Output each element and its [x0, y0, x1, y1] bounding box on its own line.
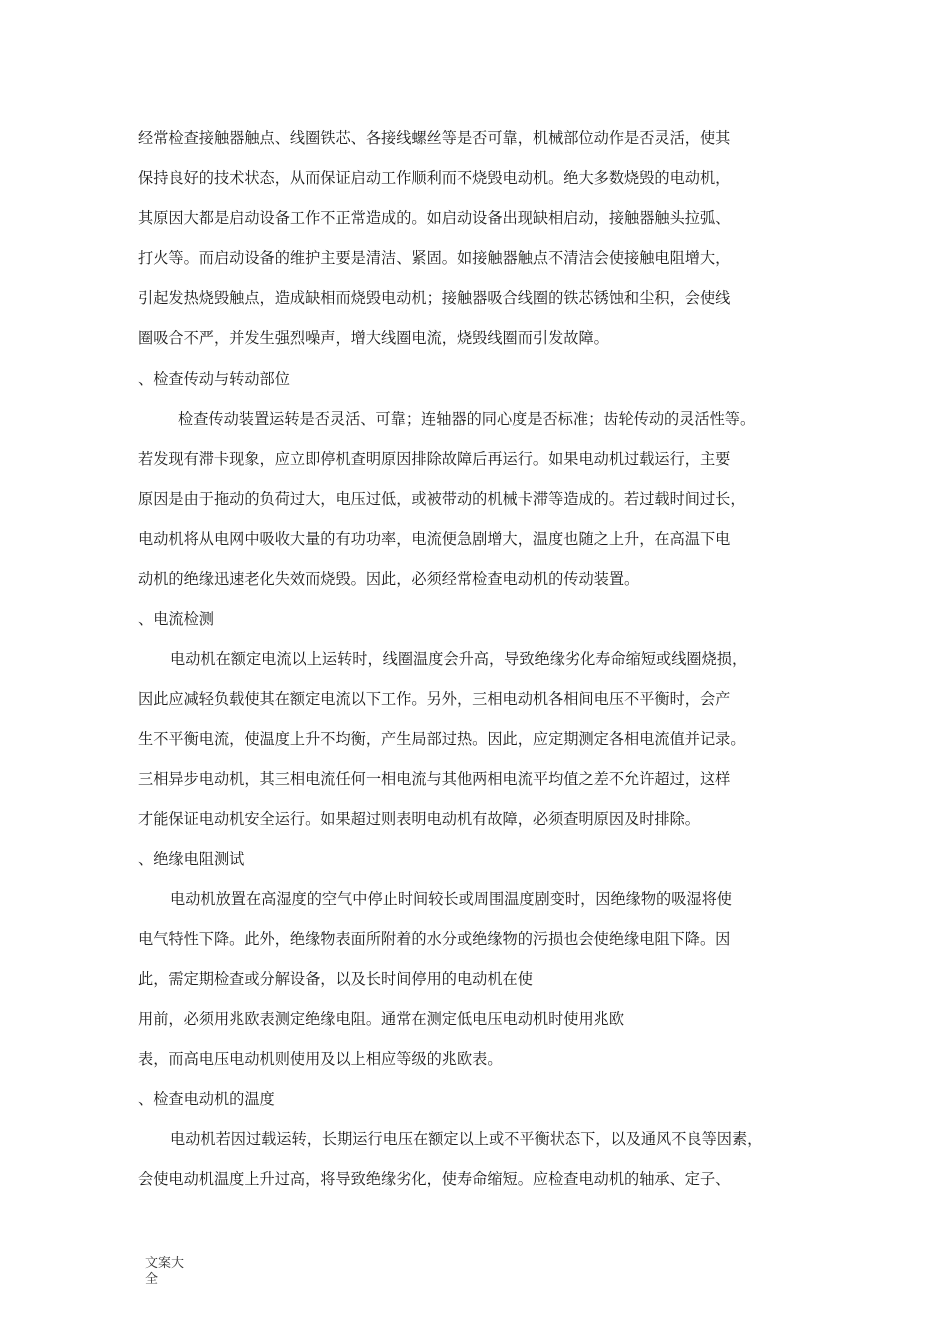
paragraph-line: 圈吸合不严，并发生强烈噪声，增大线圈电流，烧毁线圈而引发故障。 — [138, 329, 609, 347]
paragraph-line: 打火等。而启动设备的维护主要是清洁、紧固。如接触器触点不清洁会使接触电阻增大， — [138, 249, 731, 267]
paragraph-line: 才能保证电动机安全运行。如果超过则表明电动机有故障，必须查明原因及时排除。 — [138, 810, 700, 828]
paragraph-line: 生不平衡电流，使温度上升不均衡，产生局部过热。因此，应定期测定各相电流值并记录。 — [138, 730, 746, 748]
paragraph-line: 引起发热烧毁触点，造成缺相而烧毁电动机；接触器吸合线圈的铁芯锈蚀和尘积，会使线 — [138, 289, 731, 307]
paragraph-line: 检查传动装置运转是否灵活、可靠；连轴器的同心度是否标准；齿轮传动的灵活性等。 — [178, 410, 756, 428]
paragraph-line: 保持良好的技术状态，从而保证启动工作顺利而不烧毁电动机。绝大多数烧毁的电动机， — [138, 169, 731, 187]
paragraph-line: 因此应减轻负载使其在额定电流以下工作。另外，三相电动机各相间电压不平衡时，会产 — [138, 690, 731, 708]
section-heading: 、检查传动与转动部位 — [138, 370, 290, 388]
paragraph-line: 电动机若因过载运转，长期运行电压在额定以上或不平衡状态下，以及通风不良等因素， — [170, 1130, 763, 1148]
paragraph-line: 电气特性下降。此外，绝缘物表面所附着的水分或绝缘物的污损也会使绝缘电阻下降。因 — [138, 930, 731, 948]
paragraph-line: 电动机在额定电流以上运转时，线圈温度会升高，导致绝缘劣化寿命缩短或线圈烧损， — [170, 650, 748, 668]
paragraph-line: 经常检查接触器触点、线圈铁芯、各接线螺丝等是否可靠，机械部位动作是否灵活，使其 — [138, 129, 731, 147]
paragraph-line: 电动机放置在高湿度的空气中停止时间较长或周围温度剧变时，因绝缘物的吸湿将使 — [170, 890, 732, 908]
paragraph-line: 表，而高电压电动机则使用及以上相应等级的兆欧表。 — [138, 1050, 503, 1068]
footer-text: 全 — [145, 1272, 159, 1287]
paragraph-line: 动机的绝缘迅速老化失效而烧毁。因此，必须经常检查电动机的传动装置。 — [138, 570, 640, 588]
paragraph-line: 其原因大都是启动设备工作不正常造成的。如启动设备出现缺相启动，接触器触头拉弧、 — [138, 209, 731, 227]
paragraph-line: 电动机将从电网中吸收大量的有功功率，电流便急剧增大，温度也随之上升，在高温下电 — [138, 530, 731, 548]
paragraph-line: 三相异步电动机，其三相电流任何一相电流与其他两相电流平均值之差不允许超过，这样 — [138, 770, 731, 788]
paragraph-line: 用前，必须用兆欧表测定绝缘电阻。通常在测定低电压电动机时使用兆欧 — [138, 1010, 624, 1028]
footer-text: 文案大 — [145, 1256, 185, 1271]
paragraph-line: 若发现有滞卡现象，应立即停机查明原因排除故障后再运行。如果电动机过载运行，主要 — [138, 450, 731, 468]
paragraph-line: 此，需定期检查或分解设备，以及长时间停用的电动机在使 — [138, 970, 533, 988]
paragraph-line: 会使电动机温度上升过高，将导致绝缘劣化，使寿命缩短。应检查电动机的轴承、定子、 — [138, 1170, 731, 1188]
paragraph-line: 原因是由于拖动的负荷过大，电压过低，或被带动的机械卡滞等造成的。若过载时间过长， — [138, 490, 746, 508]
section-heading: 、绝缘电阻测试 — [138, 850, 245, 868]
section-heading: 、电流检测 — [138, 610, 214, 628]
section-heading: 、检查电动机的温度 — [138, 1090, 275, 1108]
